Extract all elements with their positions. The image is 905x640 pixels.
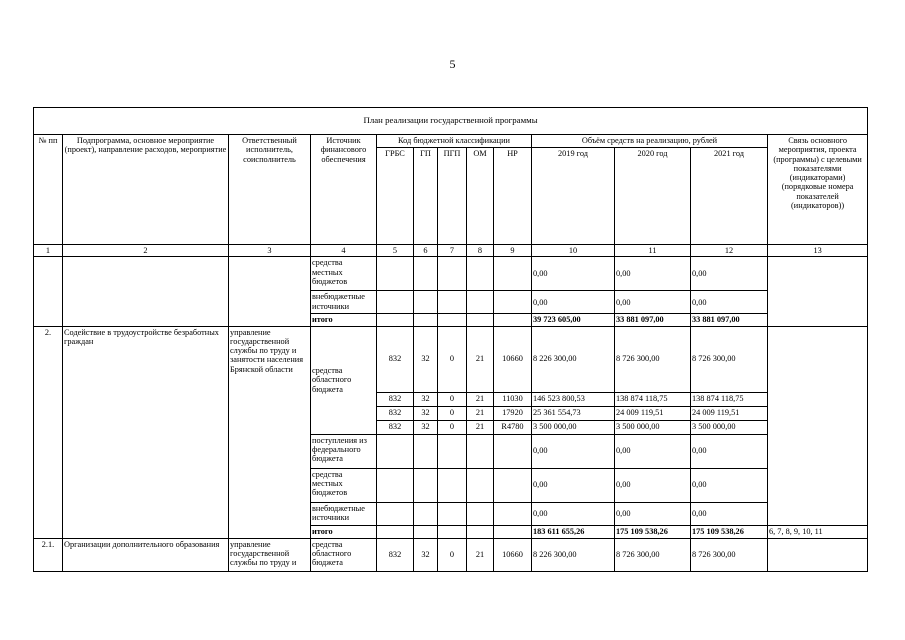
column-number: 7 [438, 245, 467, 257]
cell-empty [467, 291, 494, 314]
table-title: План реализации государственной программы [34, 108, 868, 135]
value-2021: 0,00 [691, 468, 768, 502]
cell-empty [438, 314, 467, 326]
cell-empty [467, 434, 494, 468]
column-number: 5 [377, 245, 414, 257]
cell-empty [467, 314, 494, 326]
header-row-1 [34, 135, 868, 148]
cell-empty [768, 538, 868, 571]
grbs-cell: 832 [377, 538, 414, 571]
column-number: 11 [615, 245, 691, 257]
value-2021: 24 009 119,51 [691, 406, 768, 420]
total-2019: 39 723 605,00 [532, 314, 615, 326]
value-2019: 0,00 [532, 257, 615, 291]
column-number-row [34, 245, 868, 257]
table-title-row [34, 108, 868, 135]
source-cell: поступления из федерального бюджета [311, 434, 377, 468]
np-code-cell: 17920 [494, 406, 532, 420]
header-gp: ГП [414, 148, 438, 245]
value-2020: 0,00 [615, 257, 691, 291]
source-cell: средства местных бюджетов [311, 468, 377, 502]
pgp-cell: 0 [438, 538, 467, 571]
value-2019: 0,00 [532, 502, 615, 525]
pgp-cell: 0 [438, 392, 467, 406]
header-executor: Ответственный исполнитель, соисполнитель [229, 135, 311, 245]
np-code-cell: R4780 [494, 420, 532, 434]
table-row [34, 326, 868, 392]
cell-empty [414, 257, 438, 291]
header-grbs: ГРБС [377, 148, 414, 245]
value-2021: 8 726 300,00 [691, 326, 768, 392]
gp-cell: 32 [414, 392, 438, 406]
header-volume: Объём средств на реализацию, рублей [532, 135, 768, 148]
cell-empty [377, 525, 414, 538]
cell-empty [494, 525, 532, 538]
cell-empty [34, 257, 63, 326]
column-number: 12 [691, 245, 768, 257]
column-number: 3 [229, 245, 311, 257]
cell-empty [467, 468, 494, 502]
value-2020: 0,00 [615, 291, 691, 314]
cell-empty [438, 468, 467, 502]
source-cell: средства областного бюджета [311, 538, 377, 571]
cell-empty [438, 434, 467, 468]
header-2019: 2019 год [532, 148, 615, 245]
header-source: Источник финансового обеспечения [311, 135, 377, 245]
value-2021: 0,00 [691, 434, 768, 468]
total-2021: 33 881 097,00 [691, 314, 768, 326]
program-plan-table [33, 107, 868, 572]
cell-empty [494, 468, 532, 502]
value-2020: 0,00 [615, 434, 691, 468]
cell-empty [63, 257, 229, 326]
om-cell: 21 [467, 326, 494, 392]
total-label: итого [311, 525, 377, 538]
total-2021: 175 109 538,26 [691, 525, 768, 538]
om-cell: 21 [467, 538, 494, 571]
row-number: 2. [34, 326, 63, 538]
table-row [34, 538, 868, 571]
header-link: Связь основного мероприятия, проекта (программы) с целевыми показателями (индикаторами) (порядковые номера показателей (индикаторов)) [768, 135, 868, 245]
cell-empty [414, 468, 438, 502]
value-2019: 146 523 800,53 [532, 392, 615, 406]
cell-empty [414, 502, 438, 525]
om-cell: 21 [467, 420, 494, 434]
measure-name: Содействие в трудоустройстве безработных граждан [63, 326, 229, 538]
source-cell: внебюджетные источники [311, 502, 377, 525]
total-2020: 175 109 538,26 [615, 525, 691, 538]
cell-empty [229, 257, 311, 326]
value-2021: 3 500 000,00 [691, 420, 768, 434]
cell-empty [377, 502, 414, 525]
value-2019: 0,00 [532, 468, 615, 502]
source-cell: внебюджетные источники [311, 291, 377, 314]
cell-empty [467, 502, 494, 525]
value-2019: 0,00 [532, 291, 615, 314]
cell-empty [377, 291, 414, 314]
value-2020: 8 726 300,00 [615, 538, 691, 571]
row-number: 2.1. [34, 538, 63, 571]
total-2019: 183 611 655,26 [532, 525, 615, 538]
pgp-cell: 0 [438, 420, 467, 434]
grbs-cell: 832 [377, 420, 414, 434]
value-2021: 0,00 [691, 291, 768, 314]
column-number: 6 [414, 245, 438, 257]
header-om: ОМ [467, 148, 494, 245]
value-2020: 24 009 119,51 [615, 406, 691, 420]
cell-empty [494, 502, 532, 525]
header-np: № пп [34, 135, 63, 245]
table-row [34, 257, 868, 291]
value-2019: 8 226 300,00 [532, 326, 615, 392]
om-cell: 21 [467, 406, 494, 420]
cell-empty [467, 525, 494, 538]
grbs-cell: 832 [377, 326, 414, 392]
cell-empty [494, 257, 532, 291]
cell-empty [438, 525, 467, 538]
np-code-cell: 10660 [494, 538, 532, 571]
header-budget-code: Код бюджетной классификации [377, 135, 532, 148]
gp-cell: 32 [414, 326, 438, 392]
cell-empty [377, 257, 414, 291]
value-2020: 3 500 000,00 [615, 420, 691, 434]
cell-empty [377, 314, 414, 326]
executor-cell: управление государственной службы по труду и занятости населения Брянской области [229, 326, 311, 538]
cell-empty [438, 291, 467, 314]
value-2021: 138 874 118,75 [691, 392, 768, 406]
cell-empty [768, 257, 868, 326]
cell-empty [414, 525, 438, 538]
column-number: 2 [63, 245, 229, 257]
value-2021: 0,00 [691, 257, 768, 291]
cell-empty [494, 314, 532, 326]
column-number: 13 [768, 245, 868, 257]
header-pgp: ПГП [438, 148, 467, 245]
total-label: итого [311, 314, 377, 326]
gp-cell: 32 [414, 406, 438, 420]
header-program: Подпрограмма, основное мероприятие (проект), направление расходов, мероприятие [63, 135, 229, 245]
cell-empty [414, 434, 438, 468]
value-2020: 0,00 [615, 468, 691, 502]
executor-cell: управление государственной службы по труду и [229, 538, 311, 571]
value-2020: 138 874 118,75 [615, 392, 691, 406]
grbs-cell: 832 [377, 406, 414, 420]
cell-empty [414, 314, 438, 326]
header-2021: 2021 год [691, 148, 768, 245]
cell-empty [467, 257, 494, 291]
value-2020: 8 726 300,00 [615, 326, 691, 392]
cell-empty [494, 291, 532, 314]
cell-empty [438, 502, 467, 525]
value-2021: 8 726 300,00 [691, 538, 768, 571]
pgp-cell: 0 [438, 406, 467, 420]
value-2019: 25 361 554,73 [532, 406, 615, 420]
cell-empty [377, 434, 414, 468]
value-2019: 8 226 300,00 [532, 538, 615, 571]
header-2020: 2020 год [615, 148, 691, 245]
page-number: 5 [449, 57, 456, 71]
total-2020: 33 881 097,00 [615, 314, 691, 326]
cell-empty [414, 291, 438, 314]
cell-empty [438, 257, 467, 291]
column-number: 1 [34, 245, 63, 257]
gp-cell: 32 [414, 420, 438, 434]
value-2019: 0,00 [532, 434, 615, 468]
column-number: 4 [311, 245, 377, 257]
np-code-cell: 10660 [494, 326, 532, 392]
cell-empty [768, 326, 868, 525]
value-2019: 3 500 000,00 [532, 420, 615, 434]
pgp-cell: 0 [438, 326, 467, 392]
value-2020: 0,00 [615, 502, 691, 525]
column-number: 10 [532, 245, 615, 257]
cell-empty [494, 434, 532, 468]
source-cell: средства местных бюджетов [311, 257, 377, 291]
header-np-code: НР [494, 148, 532, 245]
value-2021: 0,00 [691, 502, 768, 525]
source-cell: средства областного бюджета [311, 326, 377, 434]
gp-cell: 32 [414, 538, 438, 571]
column-number: 9 [494, 245, 532, 257]
om-cell: 21 [467, 392, 494, 406]
cell-empty [377, 468, 414, 502]
indicator-link: 6, 7, 8, 9, 10, 11 [768, 525, 868, 538]
measure-name: Организации дополнительного образования [63, 538, 229, 571]
grbs-cell: 832 [377, 392, 414, 406]
column-number: 8 [467, 245, 494, 257]
np-code-cell: 11030 [494, 392, 532, 406]
